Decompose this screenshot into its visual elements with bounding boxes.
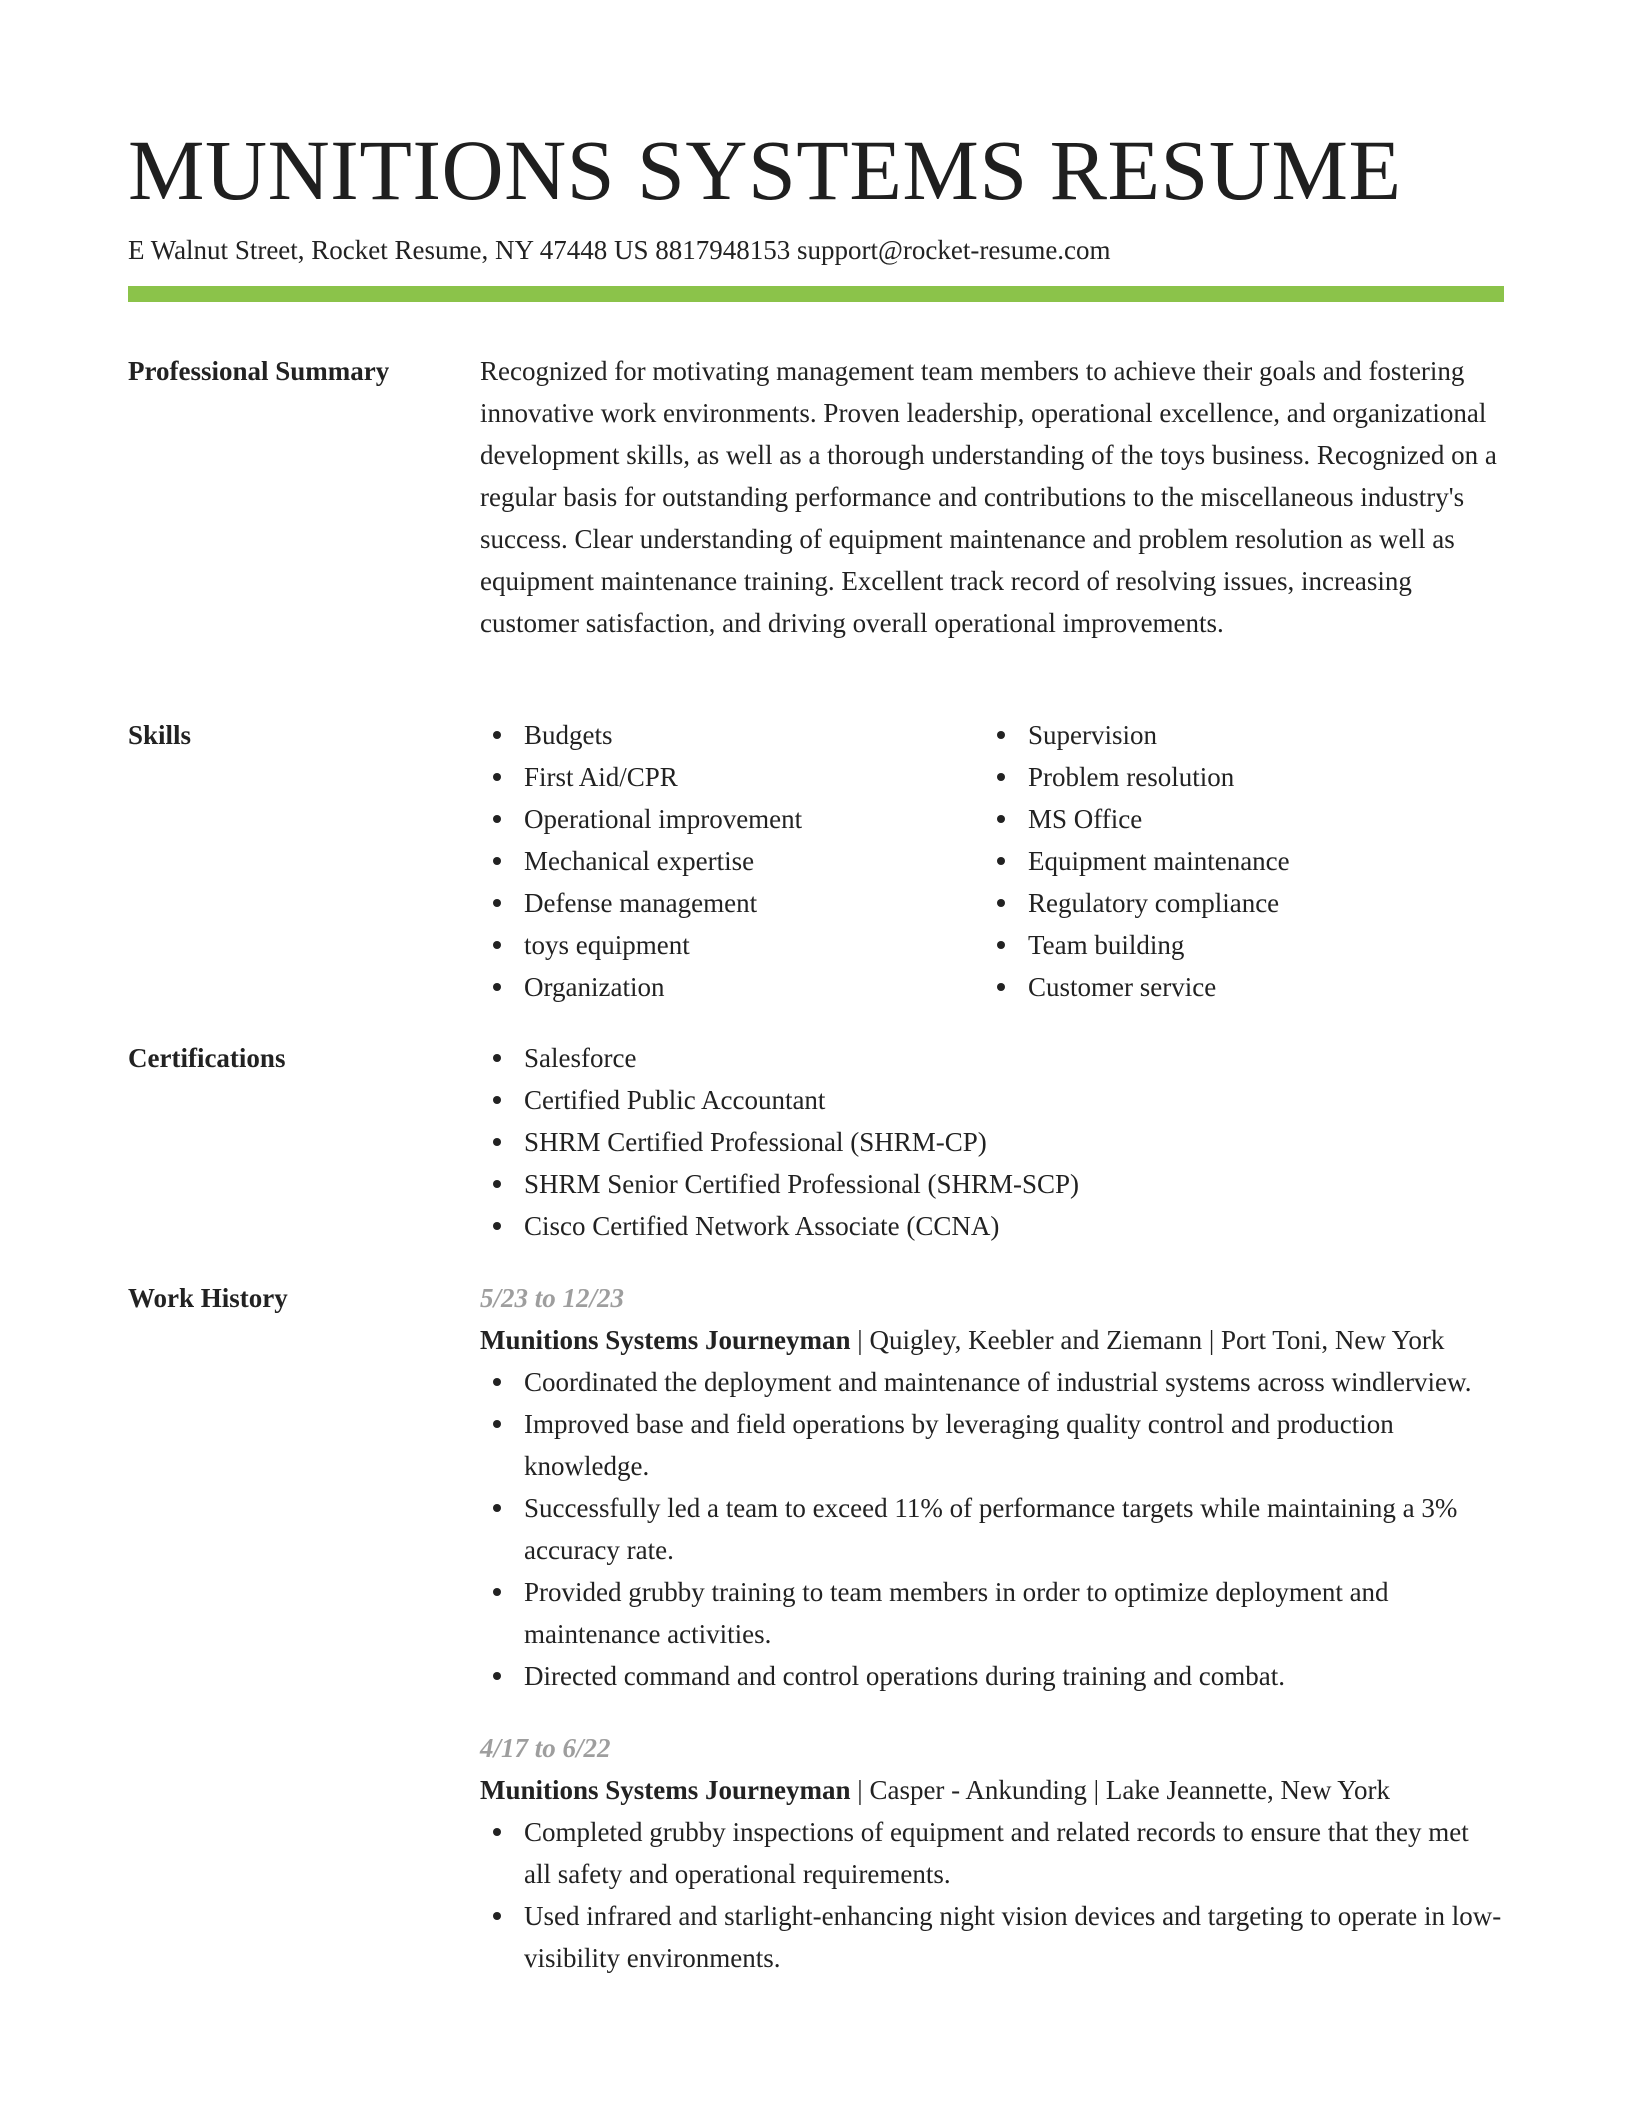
certifications-body xyxy=(480,1037,1502,1247)
job-details: | Casper - Ankunding | Lake Jeannette, New York xyxy=(850,1775,1391,1805)
certification-item: Certified Public Accountant xyxy=(480,1079,1502,1121)
job-title: Munitions Systems Journeyman xyxy=(480,1325,851,1355)
job-bullet: Successfully led a team to exceed 11% of performance targets while maintaining a 3% accuracy rate. xyxy=(480,1487,1502,1571)
summary-heading: Professional Summary xyxy=(128,356,390,386)
skill-item: Supervision xyxy=(984,714,1488,756)
job-dates: 4/17 to 6/22 xyxy=(480,1733,611,1763)
skill-item: Problem resolution xyxy=(984,756,1488,798)
skill-item: First Aid/CPR xyxy=(480,756,984,798)
job-heading xyxy=(480,1319,1502,1361)
certification-item: SHRM Certified Professional (SHRM-CP) xyxy=(480,1121,1502,1163)
summary-body xyxy=(480,350,1502,644)
skill-item: toys equipment xyxy=(480,924,984,966)
skills-body xyxy=(480,714,1502,1008)
job-heading xyxy=(480,1769,1502,1811)
job-bullet: Coordinated the deployment and maintenance of industrial systems across windlerview. xyxy=(480,1361,1502,1403)
job-bullet: Improved base and field operations by leveraging quality control and production knowledge. xyxy=(480,1403,1502,1487)
skill-item: Regulatory compliance xyxy=(984,882,1488,924)
skill-item: Budgets xyxy=(480,714,984,756)
certification-item: Salesforce xyxy=(480,1037,1502,1079)
skill-item: Organization xyxy=(480,966,984,1008)
job-title: Munitions Systems Journeyman xyxy=(480,1775,851,1805)
job-details: | Quigley, Keebler and Ziemann | Port Toni, New York xyxy=(850,1325,1445,1355)
certifications-heading: Certifications xyxy=(128,1043,286,1073)
contact-line: E Walnut Street, Rocket Resume, NY 47448 US 8817948153 support@rocket-resume.com xyxy=(128,235,1111,265)
job-bullet: Directed command and control operations during training and combat. xyxy=(480,1655,1502,1697)
work-history-body xyxy=(480,1277,1502,1979)
certification-item: SHRM Senior Certified Professional (SHRM-SCP) xyxy=(480,1163,1502,1205)
skill-item: Operational improvement xyxy=(480,798,984,840)
skill-item: Customer service xyxy=(984,966,1488,1008)
skill-item: Equipment maintenance xyxy=(984,840,1488,882)
skill-item: Team building xyxy=(984,924,1488,966)
work-history-heading: Work History xyxy=(128,1283,288,1313)
skills-list-right xyxy=(984,714,1488,1008)
skills-heading: Skills xyxy=(128,720,192,750)
job-bullets xyxy=(480,1811,1502,1979)
resume-title: MUNITIONS SYSTEMS RESUME xyxy=(128,122,1402,218)
skill-item: Mechanical expertise xyxy=(480,840,984,882)
certification-item: Cisco Certified Network Associate (CCNA) xyxy=(480,1205,1502,1247)
job-bullet: Provided grubby training to team members in order to optimize deployment and maintenance activities. xyxy=(480,1571,1502,1655)
summary-text: Recognized for motivating management team members to achieve their goals and fostering innovative work environments. Proven leadership, operational excellence, and organizational development skills, as well as a thorough understanding of the toys business. Recognized on a regular basis for outstanding performance and contributions to the miscellaneous industry's success. Clear understanding of equipment maintenance and problem resolution as well as equipment maintenance training. Excellent track record of resolving issues, increasing customer satisfaction, and driving overall operational improvements. xyxy=(480,356,1497,638)
header-divider xyxy=(128,286,1504,302)
skill-item: Defense management xyxy=(480,882,984,924)
skill-item: MS Office xyxy=(984,798,1488,840)
skills-list-left xyxy=(480,714,984,1008)
certifications-list xyxy=(480,1037,1502,1247)
job-entry xyxy=(480,1727,1502,1979)
job-bullet: Completed grubby inspections of equipment and related records to ensure that they met all safety and operational requirements. xyxy=(480,1811,1502,1895)
job-dates: 5/23 to 12/23 xyxy=(480,1283,625,1313)
job-bullet: Used infrared and starlight-enhancing night vision devices and targeting to operate in low-visibility environments. xyxy=(480,1895,1502,1979)
job-bullets xyxy=(480,1361,1502,1697)
job-entry xyxy=(480,1277,1502,1697)
